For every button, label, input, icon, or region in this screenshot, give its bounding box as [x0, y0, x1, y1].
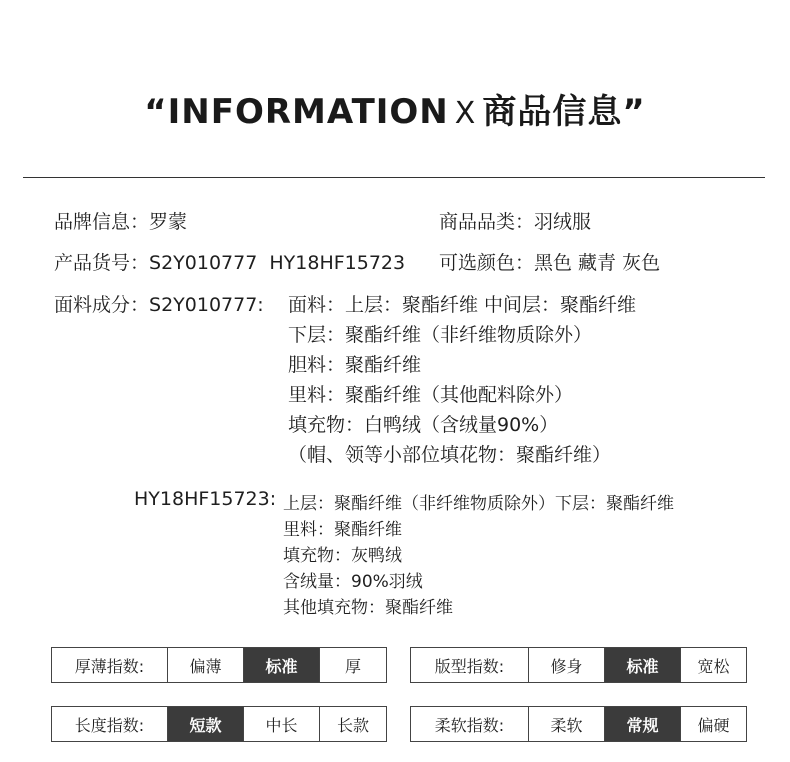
fit-option: 修身 [528, 648, 604, 682]
s2y-line: 面料：上层：聚酯纤维 中间层：聚酯纤维 [288, 294, 637, 316]
hy-line: 里料：聚酯纤维 [283, 520, 402, 540]
page-title [0, 84, 790, 133]
color-row [439, 248, 660, 275]
fit-option-selected: 标准 [604, 648, 680, 682]
thickness-option: 偏薄 [167, 648, 243, 682]
thickness-index [51, 647, 387, 683]
code-row [54, 248, 405, 275]
title-chinese: 商品信息” [482, 92, 646, 132]
length-index [51, 706, 387, 742]
material-row [54, 290, 264, 317]
softness-option: 柔软 [528, 707, 604, 741]
category-label: 商品品类： [439, 211, 535, 233]
softness-option-selected: 常规 [604, 707, 680, 741]
s2y-line: 胆料：聚酯纤维 [288, 354, 422, 376]
length-option-selected: 短款 [167, 707, 243, 741]
length-option: 中长 [243, 707, 319, 741]
s2y-line: 下层：聚酯纤维（非纤维物质除外） [288, 324, 593, 346]
hy-code: HY18HF15723: [134, 488, 277, 510]
category-value: 羽绒服 [534, 211, 592, 233]
fit-option: 宽松 [680, 648, 746, 682]
brand-value: 罗蒙 [149, 211, 188, 233]
title-english: “INFORMATION [144, 92, 449, 132]
title-divider [23, 177, 765, 178]
s2y-line: 填充物：白鸭绒（含绒量90%） [288, 414, 559, 436]
brand-row [54, 207, 187, 234]
s2y-line: （帽、领等小部位填花物：聚酯纤维） [288, 444, 612, 466]
s2y-line: 里料：聚酯纤维（其他配料除外） [288, 384, 574, 406]
softness-option: 偏硬 [680, 707, 746, 741]
hy-line: 其他填充物：聚酯纤维 [283, 598, 453, 618]
softness-index-label: 柔软指数: [434, 715, 505, 735]
hy-line: 含绒量：90%羽绒 [283, 572, 423, 592]
fit-index [410, 647, 747, 683]
code-value: S2Y010777 HY18HF15723 [149, 252, 406, 274]
code-label: 产品货号： [54, 252, 150, 274]
softness-index [410, 706, 747, 742]
hy-line: 填充物：灰鸭绒 [283, 546, 402, 566]
material-label: 面料成分： [54, 294, 150, 316]
length-index-label: 长度指数: [74, 715, 145, 735]
color-value: 黑色 藏青 灰色 [534, 252, 661, 274]
thickness-index-label: 厚薄指数: [74, 656, 145, 676]
fit-index-label: 版型指数: [434, 656, 505, 676]
hy-line: 上层：聚酯纤维（非纤维物质除外）下层：聚酯纤维 [283, 494, 674, 514]
thickness-option-selected: 标准 [243, 648, 319, 682]
category-row [439, 207, 591, 234]
title-separator: X [454, 96, 477, 131]
length-option: 长款 [319, 707, 386, 741]
brand-label: 品牌信息： [54, 211, 150, 233]
color-label: 可选颜色： [439, 252, 535, 274]
thickness-option: 厚 [319, 648, 386, 682]
s2y-code: S2Y010777: [149, 294, 264, 316]
